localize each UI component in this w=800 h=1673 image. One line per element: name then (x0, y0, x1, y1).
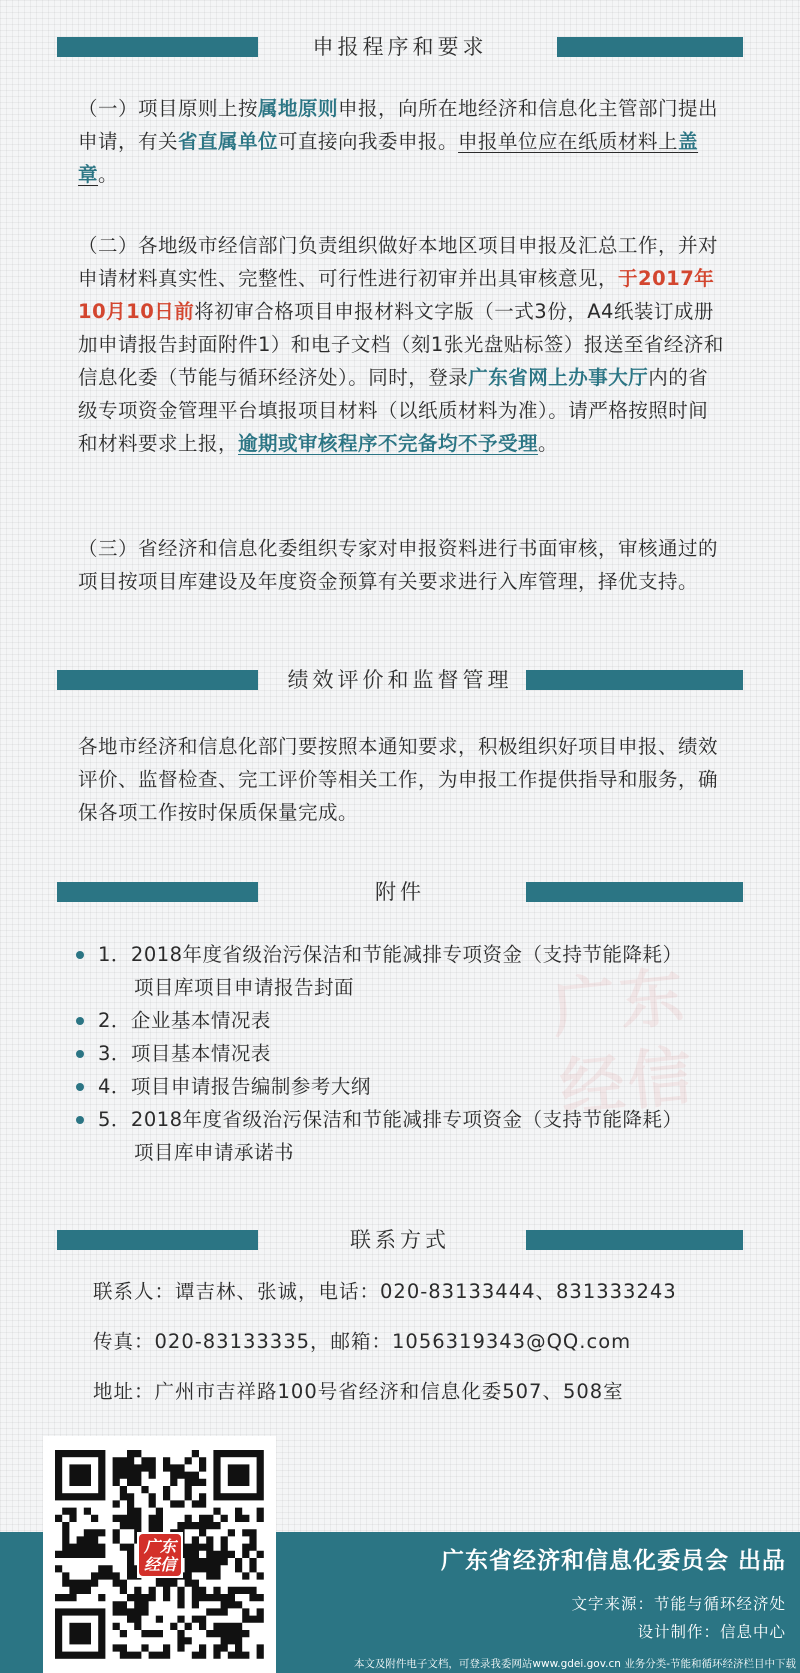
highlight-seal: 盖章 (78, 130, 699, 186)
attachment-item-label-continued: 项目库申请承诺书 (134, 1141, 295, 1164)
contact-person-phone: 联系人：谭吉林、张诚，电话：020-83133444、831333243 (93, 1280, 677, 1303)
highlight-territorial-principle: 属地原则 (258, 97, 339, 120)
text-segment: 。 (538, 432, 559, 455)
section-header-attachments (57, 882, 743, 902)
attachment-item[interactable] (74, 1103, 754, 1169)
section-title-contact: 联系方式 (350, 1228, 450, 1252)
procedure-paragraph-1 (78, 92, 726, 191)
attachment-item[interactable] (74, 1037, 754, 1070)
attachment-item-label: 2．企业基本情况表 (98, 1009, 271, 1032)
watermark-line: 经信 (556, 1039, 700, 1127)
qr-logo-badge (137, 1532, 183, 1578)
highlight-provincial-units: 省直属单位 (178, 130, 279, 153)
qr-finder-pattern (59, 1612, 102, 1655)
attachment-item-label: 1．2018年度省级治污保洁和节能减排专项资金（支持节能降耗） (98, 943, 683, 966)
section-title-attachments: 附件 (375, 880, 425, 904)
attachment-item-label: 4．项目申请报告编制参考大纲 (98, 1075, 371, 1098)
qr-logo-line: 广东 (143, 1537, 176, 1556)
section-header-evaluation (57, 670, 743, 690)
highlight-late-rejected: 逾期或审核程序不完备均不予受理 (238, 432, 539, 455)
attachment-item[interactable] (74, 1070, 754, 1103)
text-segment: 申报，向所在地经济和信息化主管部门提出申请，有关 (78, 97, 719, 153)
qr-finder-pattern (59, 1454, 102, 1497)
attachment-item-label-continued: 项目库项目申请报告封面 (134, 976, 355, 999)
attachment-list (74, 938, 754, 1169)
section-title-evaluation: 绩效评价和监督管理 (287, 668, 513, 692)
contact-address: 地址：广州市吉祥路100号省经济和信息化委507、508室 (93, 1380, 624, 1403)
text-segment: （一）项目原则上按 (78, 97, 259, 120)
contact-fax-email: 传真：020-83133335，邮箱：1056319343@QQ.com (93, 1330, 632, 1353)
text-segment: 可直接向我委申报。 (278, 130, 459, 153)
qr-code-card[interactable] (43, 1436, 276, 1673)
qr-finder-pattern (217, 1454, 260, 1497)
footer-text-source: 文字来源：节能与循环经济处 (571, 1595, 786, 1613)
qr-logo-text (139, 1534, 181, 1576)
footer-download-note: 本文及附件电子文档，可登录我委网站www.gdei.gov.cn 业务分类-节能和循环经济栏目中下载 (353, 1658, 796, 1670)
attachment-item[interactable] (74, 938, 754, 1004)
attachment-item[interactable] (74, 1004, 754, 1037)
section-header-procedure (57, 37, 743, 57)
text-segment: 申报单位应在纸质材料上 (458, 130, 679, 153)
attachment-item-label: 5．2018年度省级治污保洁和节能减排专项资金（支持节能降耗） (98, 1108, 683, 1131)
text-segment: （二）各地级市经信部门负责组织做好本地区项目申报及汇总工作，并对申请材料真实性、完整性、可行性进行初审并出具审核意见， (78, 234, 719, 290)
highlight-online-hall: 广东省网上办事大厅 (468, 366, 649, 389)
qr-logo-line: 经信 (143, 1555, 176, 1574)
highlight-deadline: 于2017年10月10日前 (78, 267, 715, 323)
footer-design-credit: 设计制作：信息中心 (637, 1623, 786, 1641)
section-title-procedure: 申报程序和要求 (312, 35, 488, 59)
attachment-item-label: 3．项目基本情况表 (98, 1042, 271, 1065)
text-segment: 。 (98, 163, 119, 186)
watermark-line: 广东 (548, 959, 692, 1048)
procedure-paragraph-2 (78, 229, 726, 460)
section-header-contact (57, 1230, 743, 1250)
text-segment: 将初审合格项目申报材料文字版（一式3份，A4纸装订成册加申请报告封面附件1）和电子文档（刻1张光盘贴标签）报送至省经济和信息化委（节能与循环经济处）。同时，登录 (78, 300, 724, 389)
procedure-paragraph-3: （三）省经济和信息化委组织专家对申报资料进行书面审核，审核通过的项目按项目库建设及年度资金预算有关要求进行入库管理，择优支持。 (78, 537, 719, 593)
text-segment: 内的省级专项资金管理平台填报项目材料（以纸质材料为准）。请严格按照时间和材料要求上报， (78, 366, 709, 455)
footer-publisher: 广东省经济和信息化委员会 出品 (440, 1548, 786, 1574)
evaluation-paragraph: 各地市经济和信息化部门要按照本通知要求，积极组织好项目申报、绩效评价、监督检查、完工评价等相关工作，为申报工作提供指导和服务，确保各项工作按时保质保量完成。 (78, 735, 719, 824)
